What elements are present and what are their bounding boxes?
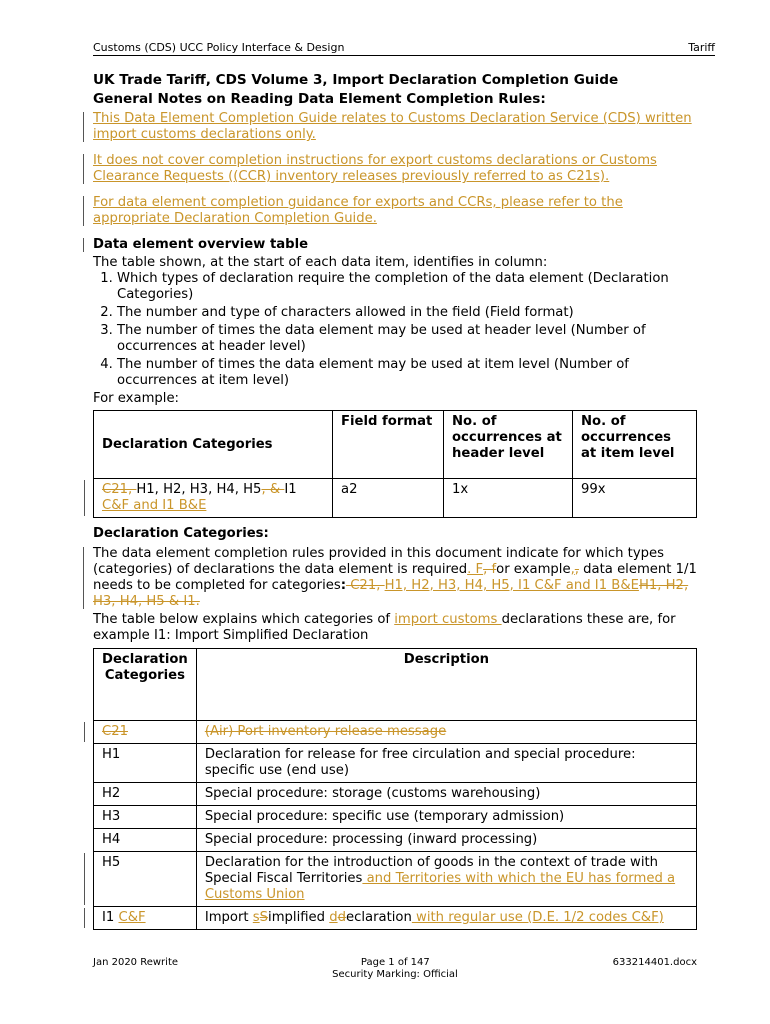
note-1: This Data Element Completion Guide relates to Customs Declaration Service (CDS) written import customs declarations only. [93, 111, 697, 143]
header-right: Tariff [688, 41, 715, 54]
overview-item: 2. The number and type of characters allowed in the field (Field format) [117, 305, 697, 321]
col-header-header-occ: No. of occurrences at header level [444, 411, 573, 479]
table-row: H1 Declaration for release for free circulation and special procedure: specific use (end use) [94, 744, 697, 783]
table-row: H4 Special procedure: processing (inward processing) [94, 829, 697, 852]
col-header-format: Field format [333, 411, 444, 479]
table-row: C21 (Air) Port inventory release message [94, 721, 697, 744]
example-item-occ-cell: 99x [573, 479, 697, 518]
col-header-item-occ: No. of occurrences at item level [573, 411, 697, 479]
page-header [93, 41, 715, 56]
overview-item: 4. The number of times the data element may be used at item level (Number of occurrences at item level) [117, 357, 697, 389]
note-2: It does not cover completion instructions for export customs declarations or Customs Clearance Requests ((CCR) inventory releases previously referred to as C21s). [93, 153, 697, 185]
example-format-cell: a2 [333, 479, 444, 518]
categories-heading: Declaration Categories: [93, 526, 269, 541]
page-footer [93, 957, 697, 981]
table-row: H2 Special procedure: storage (customs warehousing) [94, 783, 697, 806]
overview-intro: The table shown, at the start of each data item, identifies in column: [93, 255, 548, 270]
overview-heading: Data element overview table [93, 237, 697, 253]
document-body [93, 71, 697, 930]
table-row: H3 Special procedure: specific use (temporary admission) [94, 806, 697, 829]
doc-title: UK Trade Tariff, CDS Volume 3, Import Declaration Completion Guide [93, 72, 619, 88]
footer-page-number: Page 1 of 147 [360, 957, 430, 968]
header-left: Customs (CDS) UCC Policy Interface & Design [93, 41, 345, 54]
col-header-categories: Declaration Categories [94, 411, 333, 479]
footer-left: Jan 2020 Rewrite [93, 957, 179, 968]
example-table [93, 410, 697, 518]
example-header-occ-cell: 1x [444, 479, 573, 518]
footer-filename: 633214401.docx [612, 957, 697, 968]
table-row: H5 Declaration for the introduction of goods in the context of trade with Special Fiscal Territories and Territories with which the EU has formed a Customs Union [94, 852, 697, 907]
cat-col-header-desc: Description [196, 649, 696, 721]
overview-item: 1. Which types of declaration require the completion of the data element (Declaration Categories) [117, 271, 697, 303]
example-categories-cell: C21, H1, H2, H3, H4, H5, & I1 C&F and I1 B&E [94, 479, 333, 518]
categories-paragraph: The data element completion rules provided in this document indicate for which types (categories) of declarations the data element is required. F, for example,, data element 1/1 needs to be completed for categories: C21, H1, H2, H3, H4, H5, I1 C&F and I1 B&EH1, H2, H3, H4, H5 & I1. [93, 546, 697, 609]
for-example-label: For example: [93, 391, 180, 406]
categories-table [93, 648, 697, 930]
note-3: For data element completion guidance for exports and CCRs, please refer to the appropriate Declaration Completion Guide. [93, 195, 697, 227]
explain-paragraph: The table below explains which categories of import customs declarations these are, for example I1: Import Simplified Declaration [93, 612, 676, 643]
overview-item: 3. The number of times the data element may be used at header level (Number of occurrences at header level) [117, 323, 697, 355]
footer-security-marking: Security Marking: Official [332, 969, 458, 980]
overview-list [93, 271, 697, 389]
general-notes-title: General Notes on Reading Data Element Completion Rules: [93, 91, 546, 107]
cat-col-header-code: Declaration Categories [94, 649, 197, 721]
table-row: I1 C&F Import sSimplified ddeclaration with regular use (D.E. 1/2 codes C&F) [94, 907, 697, 930]
